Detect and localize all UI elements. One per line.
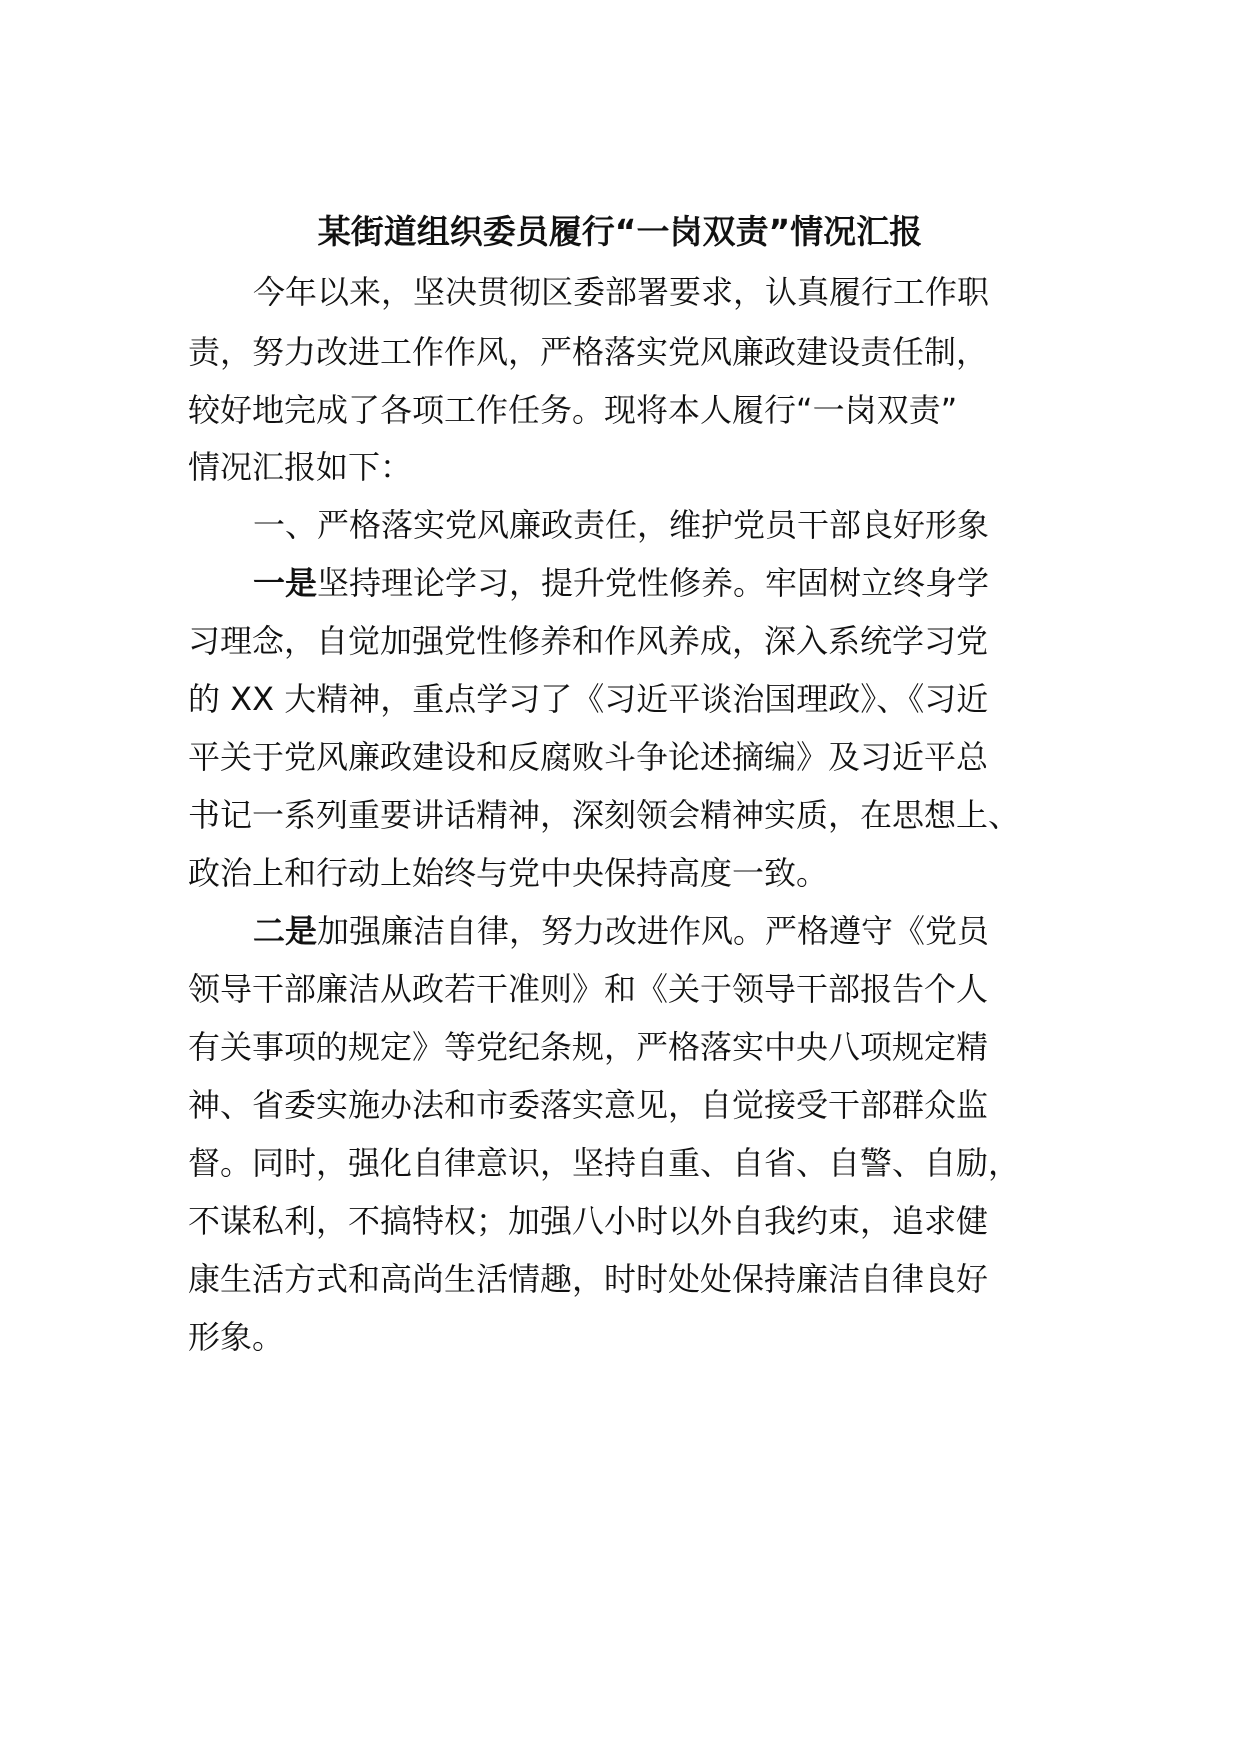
text-span: 坚持理论学习，提升党性修养。牢固树立终身学 bbox=[317, 564, 990, 602]
point-label: 二是 bbox=[253, 912, 318, 950]
text-line: 有关事项的规定》等党纪条规，严格落实中央八项规定精 bbox=[188, 1028, 989, 1066]
document-title: 某街道组织委员履行“一岗双责”情况汇报 bbox=[317, 212, 923, 251]
text-line: 不谋私利，不搞特权；加强八小时以外自我约束，追求健 bbox=[188, 1202, 989, 1240]
text-line bbox=[253, 563, 989, 603]
text-line bbox=[253, 911, 989, 951]
text-span: 加强廉洁自律，努力改进作风。严格遵守《党员 bbox=[317, 912, 990, 950]
text-line: 平关于党风廉政建设和反腐败斗争论述摘编》及习近平总 bbox=[188, 738, 989, 776]
text-line: 神、省委实施办法和市委落实意见，自觉接受干部群众监 bbox=[188, 1086, 989, 1124]
text-line: 习理念，自觉加强党性修养和作风养成，深入系统学习党 bbox=[188, 622, 989, 660]
text-line: 督。同时，强化自律意识，坚持自重、自省、自警、自励， bbox=[188, 1144, 1021, 1182]
text-line: 康生活方式和高尚生活情趣，时时处处保持廉洁自律良好 bbox=[188, 1260, 989, 1298]
text-line: 今年以来，坚决贯彻区委部署要求，认真履行工作职 bbox=[253, 273, 990, 311]
point-label: 一是 bbox=[253, 564, 318, 602]
section-heading: 一、严格落实党风廉政责任，维护党员干部良好形象 bbox=[253, 506, 990, 544]
text-line: 的 XX 大精神，重点学习了《习近平谈治国理政》、《习近 bbox=[188, 680, 989, 718]
text-line: 书记一系列重要讲话精神，深刻领会精神实质，在思想上、 bbox=[188, 796, 1021, 834]
text-line: 责，努力改进工作作风，严格落实党风廉政建设责任制， bbox=[188, 333, 989, 371]
text-line: 形象。 bbox=[188, 1318, 285, 1356]
text-line: 情况汇报如下： bbox=[188, 448, 413, 486]
text-line: 较好地完成了各项工作任务。现将本人履行“一岗双责” bbox=[188, 391, 958, 429]
text-line: 领导干部廉洁从政若干准则》和《关于领导干部报告个人 bbox=[188, 970, 989, 1008]
text-line: 政治上和行动上始终与党中央保持高度一致。 bbox=[188, 854, 829, 892]
